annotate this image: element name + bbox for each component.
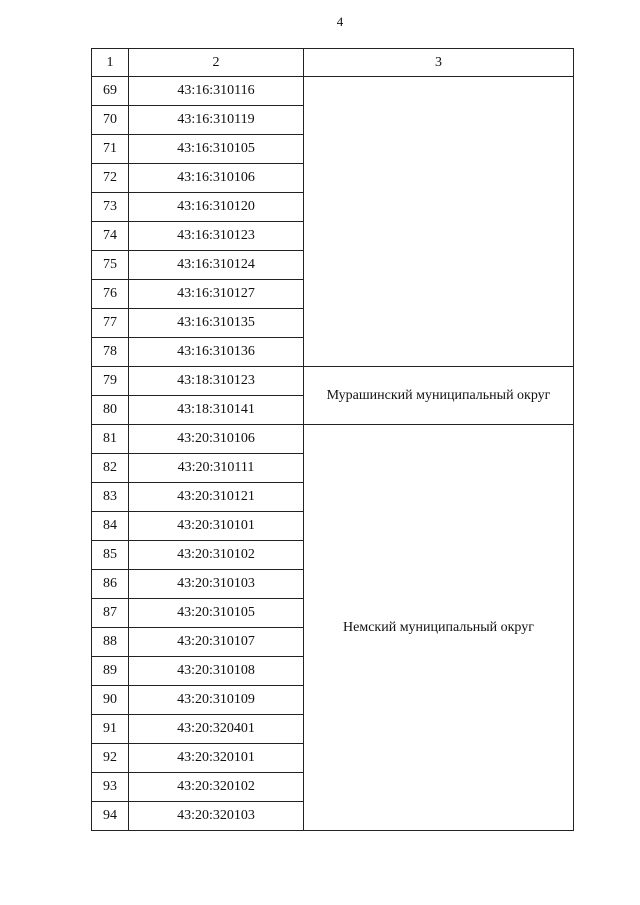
row-number: 71 (92, 135, 129, 164)
row-number: 77 (92, 309, 129, 338)
row-number: 81 (92, 425, 129, 454)
row-number: 89 (92, 657, 129, 686)
cadastral-code: 43:16:310116 (129, 77, 304, 106)
row-number: 88 (92, 628, 129, 657)
cadastral-code: 43:20:310102 (129, 541, 304, 570)
table-body (92, 77, 574, 831)
row-number: 80 (92, 396, 129, 425)
cadastral-code: 43:18:310123 (129, 367, 304, 396)
row-number: 74 (92, 222, 129, 251)
row-number: 87 (92, 599, 129, 628)
cadastral-code: 43:18:310141 (129, 396, 304, 425)
row-number: 75 (92, 251, 129, 280)
row-number: 83 (92, 483, 129, 512)
row-number: 79 (92, 367, 129, 396)
header-col-3: 3 (304, 49, 574, 77)
cadastral-code: 43:16:310105 (129, 135, 304, 164)
row-number: 82 (92, 454, 129, 483)
cadastral-code: 43:16:310135 (129, 309, 304, 338)
row-number: 70 (92, 106, 129, 135)
row-number: 91 (92, 715, 129, 744)
cadastral-code: 43:20:310103 (129, 570, 304, 599)
cadastral-code: 43:20:310108 (129, 657, 304, 686)
header-col-1: 1 (92, 49, 129, 77)
header-col-2: 2 (129, 49, 304, 77)
cadastral-code: 43:20:310106 (129, 425, 304, 454)
row-number: 73 (92, 193, 129, 222)
row-number: 92 (92, 744, 129, 773)
page-number: 4 (336, 14, 344, 29)
cadastral-code: 43:20:320401 (129, 715, 304, 744)
region-name: Мурашинский муниципальный округ (304, 367, 574, 425)
cadastral-code: 43:20:320101 (129, 744, 304, 773)
cadastral-code: 43:20:310105 (129, 599, 304, 628)
table-row (92, 77, 574, 106)
table-row (92, 425, 574, 454)
row-number: 72 (92, 164, 129, 193)
cadastral-code: 43:20:310101 (129, 512, 304, 541)
cadastral-code: 43:16:310136 (129, 338, 304, 367)
row-number: 69 (92, 77, 129, 106)
header-row (92, 49, 574, 77)
row-number: 94 (92, 802, 129, 831)
cadastral-code: 43:16:310123 (129, 222, 304, 251)
cadastral-code: 43:20:310109 (129, 686, 304, 715)
cadastral-code: 43:20:310107 (129, 628, 304, 657)
cadastral-code: 43:16:310124 (129, 251, 304, 280)
cadastral-table (91, 48, 574, 831)
cadastral-code: 43:16:310106 (129, 164, 304, 193)
row-number: 76 (92, 280, 129, 309)
table-row (92, 367, 574, 396)
cadastral-code: 43:20:320103 (129, 802, 304, 831)
row-number: 93 (92, 773, 129, 802)
row-number: 86 (92, 570, 129, 599)
row-number: 84 (92, 512, 129, 541)
region-name: Немский муниципальный округ (304, 425, 574, 831)
row-number: 78 (92, 338, 129, 367)
region-name (304, 77, 574, 367)
cadastral-code: 43:20:310111 (129, 454, 304, 483)
row-number: 85 (92, 541, 129, 570)
cadastral-code: 43:16:310119 (129, 106, 304, 135)
cadastral-code: 43:16:310127 (129, 280, 304, 309)
cadastral-code: 43:20:320102 (129, 773, 304, 802)
cadastral-code: 43:16:310120 (129, 193, 304, 222)
row-number: 90 (92, 686, 129, 715)
cadastral-code: 43:20:310121 (129, 483, 304, 512)
